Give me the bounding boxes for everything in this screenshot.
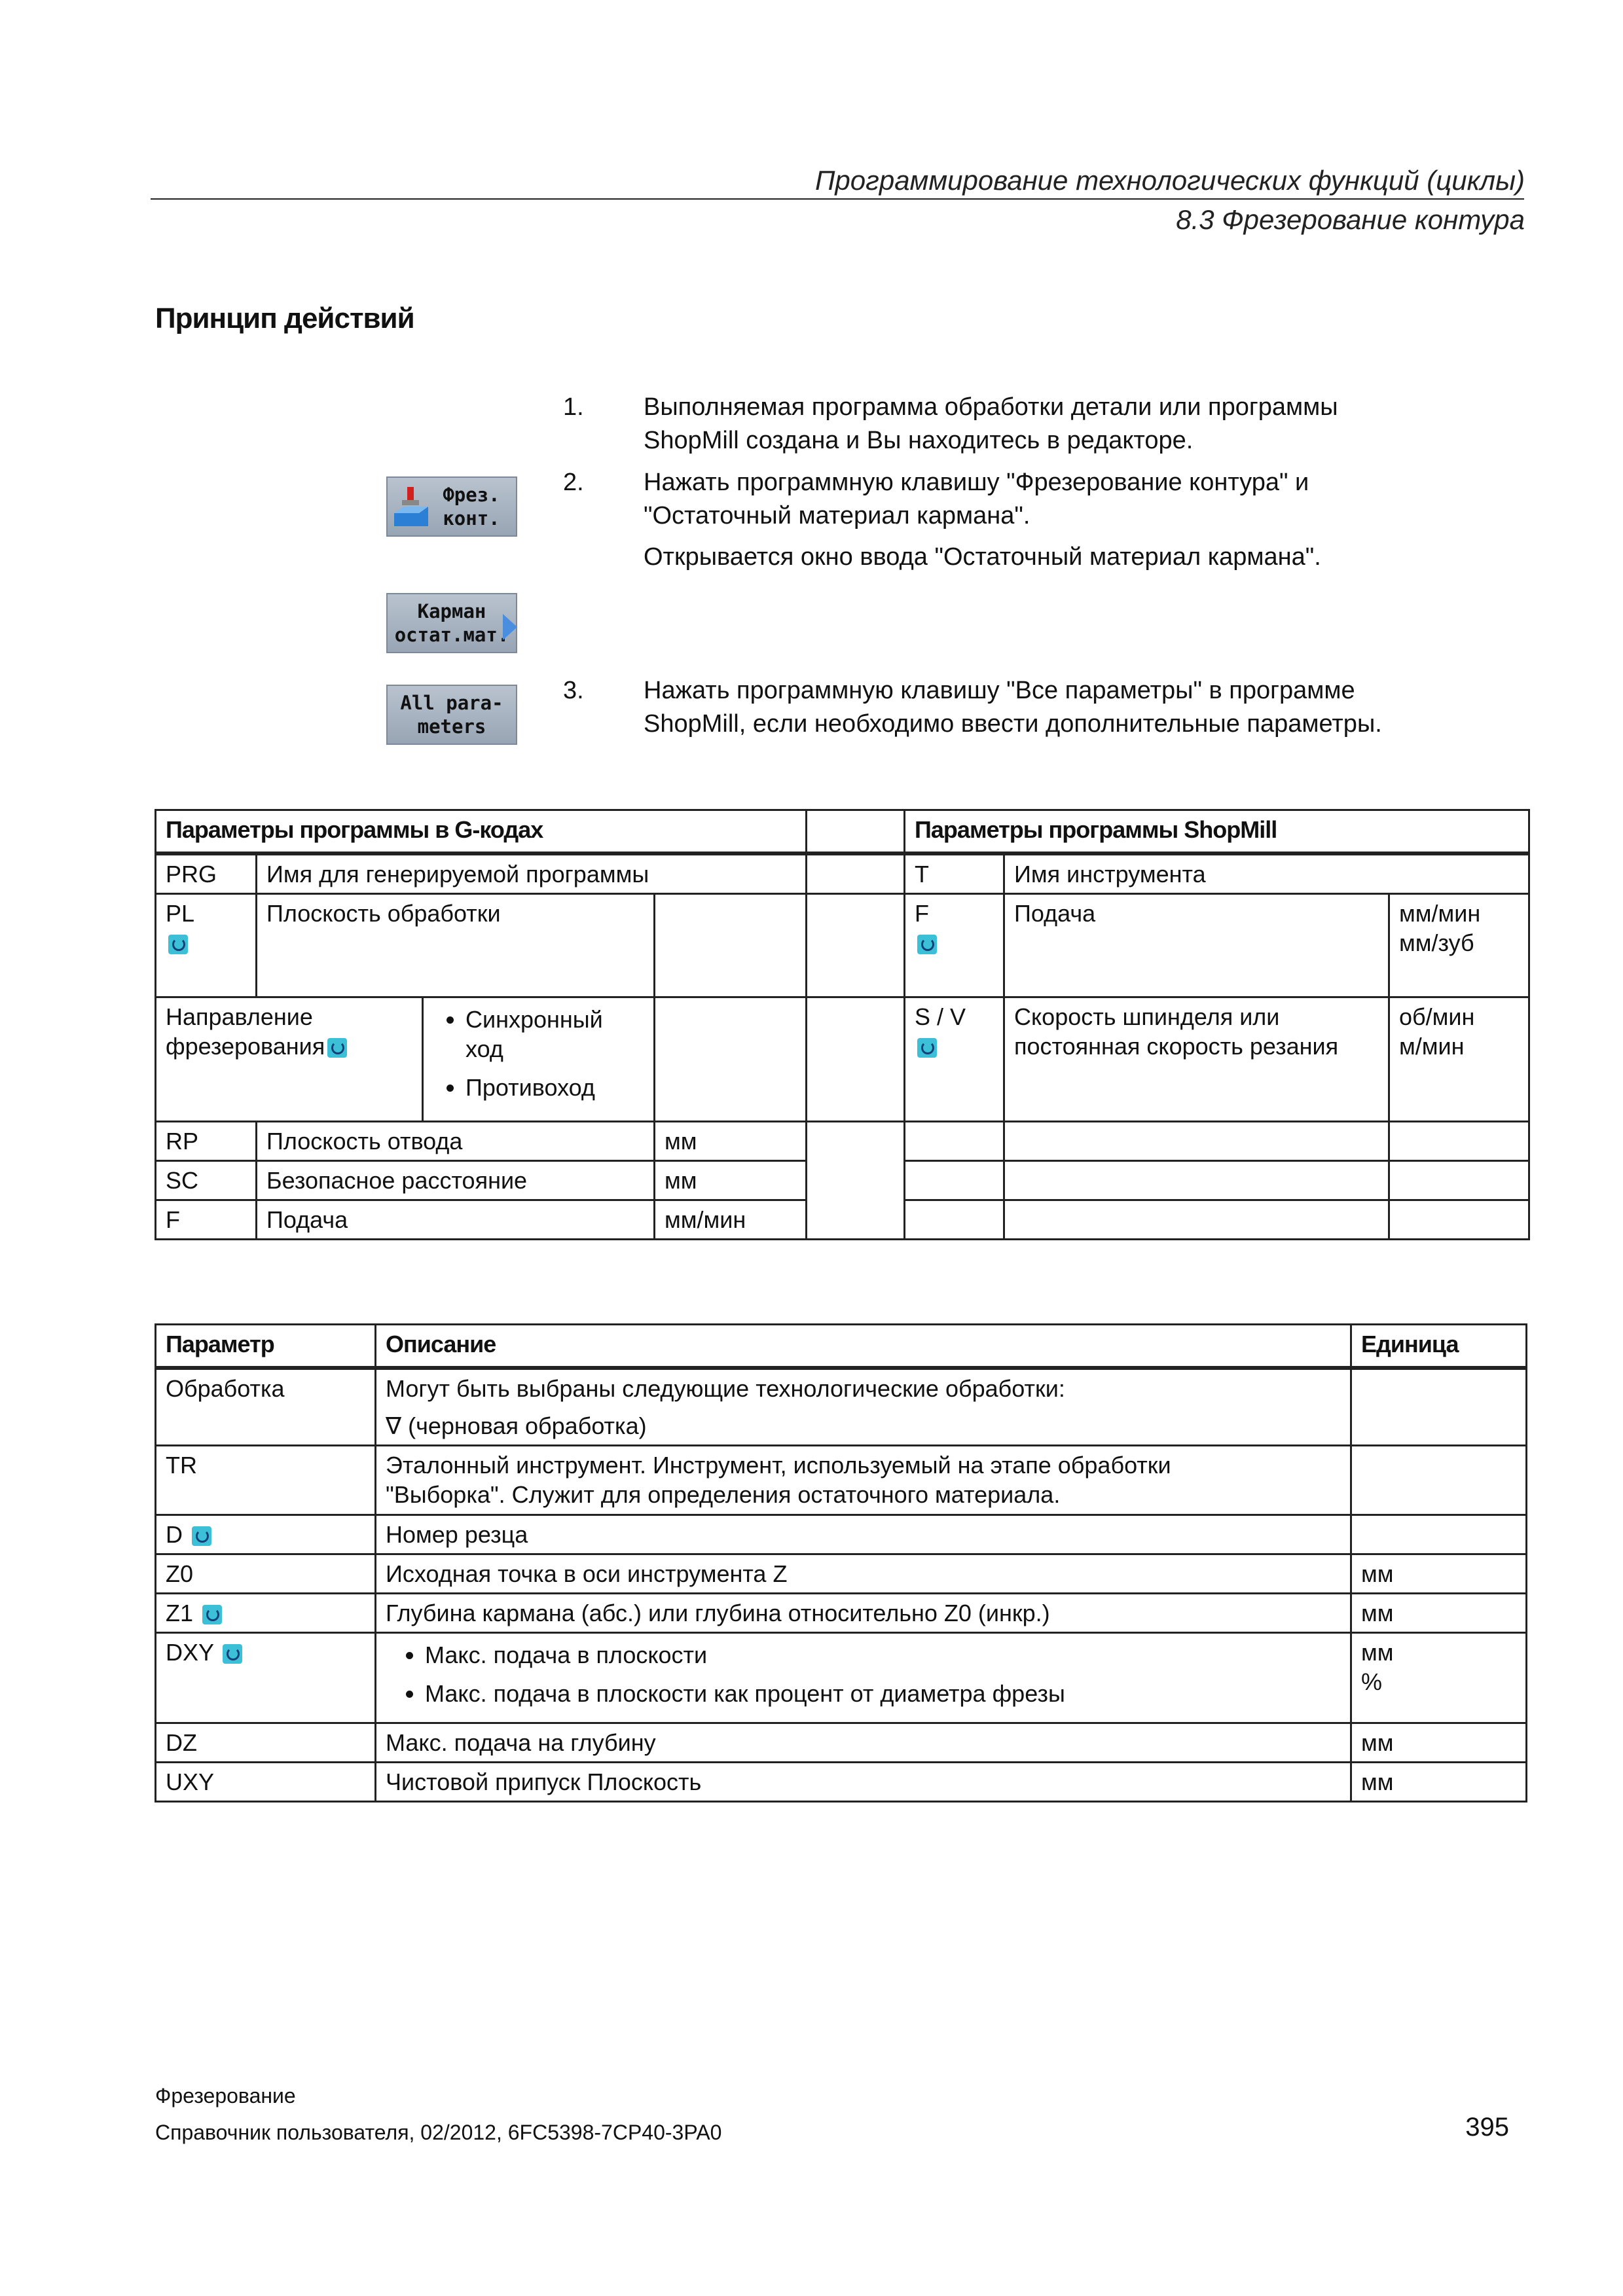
param-desc: Скорость шпинделя или постоянная скорость резания: [1004, 997, 1389, 1121]
param-desc: Макс. подача на глубину: [376, 1723, 1351, 1762]
param-desc: Безопасное расстояние: [257, 1160, 655, 1200]
param-desc: Плоскость обработки: [257, 893, 655, 997]
toggle-icon[interactable]: [327, 1038, 347, 1058]
softkey-label-line1: Фрез.: [443, 484, 500, 506]
step-number: 3.: [563, 677, 584, 704]
param-cell: [156, 893, 257, 997]
param-desc: [376, 1632, 1351, 1723]
softkey-all-parameters[interactable]: [386, 685, 517, 745]
unit: мм: [1351, 1554, 1527, 1593]
empty-cell: [1004, 1200, 1389, 1239]
param-name: SC: [156, 1160, 257, 1200]
step-result: Открывается окно ввода "Остаточный материал кармана".: [644, 543, 1321, 571]
step-line: "Остаточный материал кармана".: [644, 502, 1030, 529]
unit: мм: [655, 1121, 807, 1160]
footer-reference: Справочник пользователя, 02/2012, 6FC5398-7CP40-3PA0: [155, 2121, 722, 2144]
column-header-parameter: Параметр: [156, 1325, 376, 1368]
param-desc: Чистовой припуск Плоскость: [376, 1762, 1351, 1801]
empty-cell: [1004, 1160, 1389, 1200]
bullet-item: • Макс. подача в плоскости как процент от диаметра фрезы: [425, 1679, 1341, 1708]
table-row: [156, 1762, 1527, 1801]
parameters-table: [155, 809, 1530, 1240]
param-cell: [156, 1632, 376, 1723]
option-item: • Синхронный ход: [465, 1005, 644, 1064]
parameter-description-table: [155, 1323, 1527, 1803]
desc-line: "Выборка". Служит для определения остаточного материала.: [386, 1480, 1061, 1508]
toggle-icon[interactable]: [917, 935, 937, 954]
empty-cell: [1004, 1121, 1389, 1160]
unit: мм/зуб: [1399, 929, 1474, 956]
unit: мм: [655, 1160, 807, 1200]
param-desc: Глубина кармана (абс.) или глубина относительно Z0 (инкр.): [376, 1593, 1351, 1632]
param-desc: [376, 1445, 1351, 1515]
param-cell: [905, 997, 1004, 1121]
empty-cell: [1389, 1160, 1529, 1200]
gcode-params-header: Параметры программы в G-кодах: [156, 810, 807, 853]
footer-doc-title: Фрезерование: [155, 2084, 296, 2108]
softkey-label-line2: остат.мат.: [394, 624, 509, 646]
param-name: Z1: [166, 1599, 194, 1626]
unit: %: [1361, 1668, 1383, 1695]
empty-cell: [807, 997, 905, 1121]
option-item: • Противоход: [465, 1073, 644, 1102]
empty-cell: [1389, 1200, 1529, 1239]
options-cell: [423, 997, 655, 1121]
param-desc: Подача: [1004, 893, 1389, 997]
param-desc: Подача: [257, 1200, 655, 1239]
param-cell: [156, 1515, 376, 1554]
running-header-chapter: Программирование технологических функций (циклы): [814, 165, 1525, 196]
empty-cell: [807, 810, 905, 853]
unit: м/мин: [1399, 1032, 1465, 1060]
param-name: Z0: [156, 1554, 376, 1593]
param-name: UXY: [156, 1762, 376, 1801]
toggle-icon[interactable]: [192, 1526, 211, 1546]
unit: мм: [1351, 1593, 1527, 1632]
toggle-icon[interactable]: [168, 935, 188, 954]
param-name: F: [915, 899, 930, 927]
param-name: DXY: [166, 1638, 214, 1666]
step-3-text: [644, 674, 1521, 741]
desc-line: Могут быть выбраны следующие технологические обработки:: [386, 1374, 1065, 1402]
param-cell: [156, 997, 423, 1121]
unit: [1351, 1445, 1527, 1515]
softkey-mill-contour[interactable]: [386, 476, 517, 537]
param-name: PL: [166, 899, 195, 927]
param-name: D: [166, 1520, 183, 1548]
param-name: S / V: [915, 1003, 966, 1030]
step-line: ShopMill создана и Вы находитесь в редакторе.: [644, 427, 1194, 454]
unit: [1351, 1368, 1527, 1446]
table-row: [156, 1632, 1527, 1723]
unit: мм: [1351, 1723, 1527, 1762]
unit: мм/мин: [655, 1200, 807, 1239]
unit-cell: [1351, 1632, 1527, 1723]
empty-cell: [807, 853, 905, 894]
page-number: 395: [1465, 2113, 1509, 2142]
unit-cell: [1389, 893, 1529, 997]
param-name: DZ: [156, 1723, 376, 1762]
column-header-unit: Единица: [1351, 1325, 1527, 1368]
param-name: F: [156, 1200, 257, 1239]
unit: [1351, 1515, 1527, 1554]
step-1-text: [644, 391, 1521, 457]
param-cell: [156, 1593, 376, 1632]
empty-cell: [655, 893, 807, 997]
desc-line: ∇ (черновая обработка): [386, 1412, 647, 1439]
unit: мм: [1351, 1762, 1527, 1801]
step-number: 1.: [563, 393, 584, 421]
toggle-icon[interactable]: [202, 1605, 222, 1624]
shopmill-params-header: Параметры программы ShopMill: [905, 810, 1529, 853]
param-name: Направление фрезерования: [166, 1003, 325, 1060]
unit-cell: [1389, 997, 1529, 1121]
param-name: Обработка: [156, 1368, 376, 1446]
empty-cell: [905, 1121, 1004, 1160]
softkey-label-line2: конт.: [443, 507, 500, 529]
arrow-right-icon: [503, 614, 517, 640]
column-header-description: Описание: [376, 1325, 1351, 1368]
desc-line: Эталонный инструмент. Инструмент, используемый на этапе обработки: [386, 1451, 1171, 1479]
param-desc: Номер резца: [376, 1515, 1351, 1554]
table-row: [156, 1593, 1527, 1632]
table-row: [156, 1445, 1527, 1515]
param-name: RP: [156, 1121, 257, 1160]
step-line: Выполняемая программа обработки детали или программы: [644, 393, 1338, 421]
param-name: T: [905, 853, 1004, 894]
toggle-icon[interactable]: [223, 1644, 242, 1664]
empty-cell: [1389, 1121, 1529, 1160]
bullet-item: • Макс. подача в плоскости: [425, 1640, 1341, 1670]
running-header-section: 8.3 Фрезерование контура: [1176, 204, 1525, 235]
empty-cell: [655, 997, 807, 1121]
param-desc: Имя инструмента: [1004, 853, 1529, 894]
softkey-label-line1: All para-: [400, 692, 503, 714]
softkey-label-line1: Карман: [417, 600, 486, 622]
table-row: [156, 1723, 1527, 1762]
step-number: 2.: [563, 469, 584, 496]
empty-cell: [807, 1121, 905, 1239]
mill-contour-icon: [393, 487, 429, 528]
empty-cell: [905, 1160, 1004, 1200]
param-desc: Имя для генерируемой программы: [257, 853, 807, 894]
param-name: PRG: [156, 853, 257, 894]
toggle-icon[interactable]: [917, 1038, 937, 1058]
table-row: [156, 1554, 1527, 1593]
softkey-label-line2: meters: [417, 715, 486, 738]
empty-cell: [807, 893, 905, 997]
unit: об/мин: [1399, 1003, 1475, 1030]
step-line: Нажать программную клавишу "Все параметры" в программе: [644, 677, 1355, 704]
param-cell: [905, 893, 1004, 997]
softkey-residual-material[interactable]: [386, 593, 517, 653]
param-name: TR: [156, 1445, 376, 1515]
step-2-text: [644, 466, 1521, 574]
unit: мм: [1361, 1638, 1394, 1666]
table-row: [156, 1515, 1527, 1554]
section-heading: Принцип действий: [155, 302, 414, 334]
unit: мм/мин: [1399, 899, 1481, 927]
header-rule: [151, 198, 1524, 200]
param-desc: [376, 1368, 1351, 1446]
param-desc: Плоскость отвода: [257, 1121, 655, 1160]
empty-cell: [905, 1200, 1004, 1239]
table-row: [156, 1368, 1527, 1446]
step-line: Нажать программную клавишу "Фрезерование контура" и: [644, 469, 1309, 496]
param-desc: Исходная точка в оси инструмента Z: [376, 1554, 1351, 1593]
step-line: ShopMill, если необходимо ввести дополнительные параметры.: [644, 710, 1382, 738]
